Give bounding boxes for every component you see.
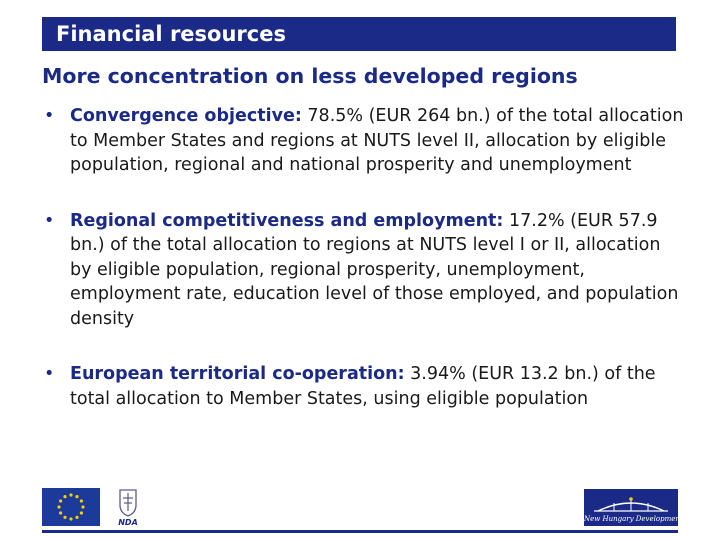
footer-divider [42,530,678,533]
nhdp-label: New Hungary Development Plan [584,515,701,523]
bullet-text: 3.94% (EUR 13.2 bn.) of the total allocation to Member States, using eligible population [70,364,656,409]
page-title: Financial resources [56,22,286,46]
bullet-dot-icon: • [44,106,55,126]
bullet-lead: European territorial co-operation: [70,364,405,384]
bullet-text: 78.5% (EUR 264 bn.) of the total allocation to Member States and regions at NUTS level II, allocation by eligible population, regional and national prosperity and unemployment [70,106,684,175]
nda-label: NDA [118,518,138,527]
bullet-lead: Regional competitiveness and employment: [70,210,504,231]
bullet-convergence [44,104,684,178]
bullet-list [44,104,684,411]
title-bar [42,17,676,51]
bullet-text: 17.2% (EUR 57.9 bn.) of the total allocation to regions at NUTS level I or II, allocation by eligible population, regional prosperity, unemployment, employment rate, education level of those employed, and population density [70,210,679,329]
bullet-cooperation [44,362,684,411]
bullet-dot-icon: • [44,364,55,384]
eu-flag-icon [42,488,100,526]
nda-logo [108,487,148,527]
nhdp-logo [584,489,701,526]
bullet-competitiveness [44,209,684,332]
nda-crest-icon [108,487,148,527]
slide-subtitle: More concentration on less developed regions [42,64,578,88]
bullet-dot-icon: • [44,210,55,231]
bullet-lead: Convergence objective: [70,106,302,126]
